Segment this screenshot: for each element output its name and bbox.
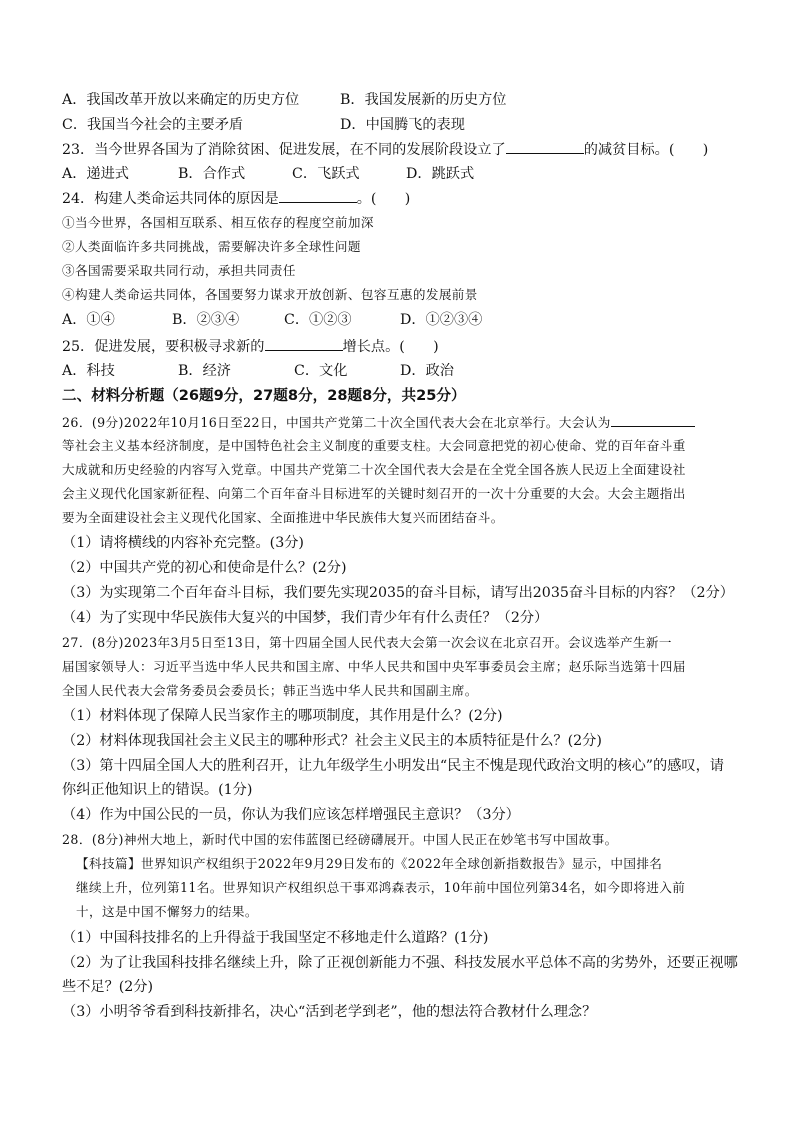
q26-subquestion-3: （3）为实现第二个百年奋斗目标，我们要先实现2035的奋斗目标，请写出2035奋斗目标的内容？（2分） bbox=[62, 585, 734, 601]
q24-item-1: ①当今世界，各国相互联系、相互依存的程度空前加深 bbox=[62, 215, 374, 230]
q28-subquestion-3: （3）小明爷爷看到科技新排名，决心“活到老学到老”，他的想法符合教材什么理念？ bbox=[62, 1004, 597, 1020]
q23-stem-before: 23．当今世界各国为了消除贫困、促进发展，在不同的发展阶段设立了 bbox=[62, 142, 506, 158]
q25-option-c: C．文化 bbox=[294, 363, 348, 379]
q24-option-d: D．①②③④ bbox=[400, 312, 483, 328]
q23-stem bbox=[62, 139, 708, 160]
q28-subquestion-2-cont: 些不足？(2分) bbox=[62, 979, 154, 995]
section-heading: 二、材料分析题（26题9分，27题8分，28题8分，共25分） bbox=[62, 387, 466, 404]
q26-subquestion-2: （2）中国共产党的初心和使命是什么？(2分) bbox=[62, 560, 347, 576]
q25-option-a: A．科技 bbox=[62, 363, 115, 379]
q28-material-line-3: 十，这是中国不懈努力的结果。 bbox=[76, 904, 258, 919]
q23-stem-after: 的减贫目标。( ) bbox=[583, 142, 709, 158]
q23-answer-blank bbox=[506, 139, 584, 154]
q27-material-line-3: 全国人民代表大会常务委员会委员长；韩正当选中华人民共和国副主席。 bbox=[62, 683, 478, 698]
q24-item-4: ④构建人类命运共同体，各国要努力谋求开放创新、包容互惠的发展前景 bbox=[62, 287, 478, 302]
q28-material-line-2: 继续上升，位列第11名。世界知识产权组织总干事邓鸿森表示，10年前中国位列第34名，如今即将进入前 bbox=[76, 880, 686, 895]
q22-option-d: D．中国腾飞的表现 bbox=[340, 117, 465, 133]
q24-stem-before: 24．构建人类命运共同体的原因是 bbox=[62, 191, 279, 207]
q24-item-3: ③各国需要采取共同行动，承担共同责任 bbox=[62, 263, 296, 278]
q22-option-a: A．我国改革开放以来确定的历史方位 bbox=[62, 92, 300, 108]
q25-stem-before: 25．促进发展，要积极寻求新的 bbox=[62, 339, 265, 355]
q27-material-line-1: 27．(8分)2023年3月5日至13日，第十四届全国人民代表大会第一次会议在北京召开。会议选举产生新一 bbox=[62, 635, 672, 650]
q27-subquestion-1: （1）材料体现了保障人民当家作主的哪项制度，其作用是什么？(2分) bbox=[62, 708, 503, 724]
q26-material-line-1 bbox=[62, 412, 695, 433]
q26-subquestion-4: （4）为了实现中华民族伟大复兴的中国梦，我们青少年有什么责任？（2分） bbox=[62, 610, 549, 626]
q26-answer-blank bbox=[611, 412, 695, 427]
q24-item-2: ②人类面临许多共同挑战，需要解决许多全球性问题 bbox=[62, 239, 361, 254]
q26-material-text: 26．(9分)2022年10月16日至22日，中国共产党第二十次全国代表大会在北京举行。大会认为 bbox=[62, 415, 611, 430]
q26-subquestion-1: （1）请将横线的内容补充完整。(3分) bbox=[62, 535, 304, 551]
q24-option-b: B．②③④ bbox=[172, 312, 240, 328]
q24-option-c: C．①②③ bbox=[284, 312, 352, 328]
q26-material-line-5: 要为全面建设社会主义现代化国家、全面推进中华民族伟大复兴而团结奋斗。 bbox=[62, 510, 504, 525]
q22-option-c: C．我国当今社会的主要矛盾 bbox=[62, 117, 244, 133]
q24-option-a: A．①④ bbox=[62, 312, 115, 328]
q25-stem-after: 增长点。( ) bbox=[342, 339, 439, 355]
q27-material-line-2: 届国家领导人：习近平当选中华人民共和国主席、中华人民共和国中央军事委员会主席；赵乐际当选第十四届 bbox=[62, 659, 686, 674]
q22-option-b: B．我国发展新的历史方位 bbox=[340, 92, 507, 108]
q28-subquestion-1: （1）中国科技排名的上升得益于我国坚定不移地走什么道路？(1分) bbox=[62, 930, 489, 946]
q24-answer-blank bbox=[279, 188, 357, 203]
q27-subquestion-3-cont: 你纠正他知识上的错误。(1分) bbox=[62, 782, 253, 798]
q28-material-line-1: 【科技篇】世界知识产权组织于2022年9月29日发布的《2022年全球创新指数报告》显示，中国排名 bbox=[76, 856, 663, 871]
q26-material-line-4: 会主义现代化国家新征程、向第二个百年奋斗目标进军的关键时刻召开的一次十分重要的大会。大会主题指出 bbox=[62, 486, 686, 501]
q24-stem bbox=[62, 188, 410, 209]
q27-subquestion-3: （3）第十四届全国人大的胜利召开，让九年级学生小明发出“民主不愧是现代政治文明的核心”的感叹，请 bbox=[62, 758, 724, 774]
q25-answer-blank bbox=[265, 336, 343, 351]
q27-subquestion-4: （4）作为中国公民的一员，你认为我们应该怎样增强民主意识？（3分） bbox=[62, 807, 520, 823]
q24-stem-after: 。( ) bbox=[356, 191, 411, 207]
q27-subquestion-2: （2）材料体现我国社会主义民主的哪种形式？社会主义民主的本质特征是什么？(2分) bbox=[62, 733, 602, 749]
q26-material-line-2: 等社会主义基本经济制度，是中国特色社会主义制度的重要支柱。大会同意把党的初心使命、党的百年奋斗重 bbox=[62, 438, 686, 453]
q23-option-b: B．合作式 bbox=[178, 166, 246, 182]
q25-stem bbox=[62, 336, 439, 357]
q28-subquestion-2: （2）为了让我国科技排名继续上升，除了正视创新能力不强、科技发展水平总体不高的劣势外，还要正视哪 bbox=[62, 955, 738, 971]
q25-option-d: D．政治 bbox=[400, 363, 454, 379]
q26-material-line-3: 大成就和历史经验的内容写入党章。中国共产党第二十次全国代表大会是在全党全国各族人民迈上全面建设社 bbox=[62, 462, 686, 477]
q25-option-b: B．经济 bbox=[178, 363, 231, 379]
q28-intro: 28．(8分)神州大地上，新时代中国的宏伟蓝图已经磅礴展开。中国人民正在妙笔书写中国故事。 bbox=[62, 832, 618, 847]
q23-option-c: C．飞跃式 bbox=[292, 166, 360, 182]
q23-option-d: D．跳跃式 bbox=[406, 166, 475, 182]
q23-option-a: A．递进式 bbox=[62, 166, 129, 182]
